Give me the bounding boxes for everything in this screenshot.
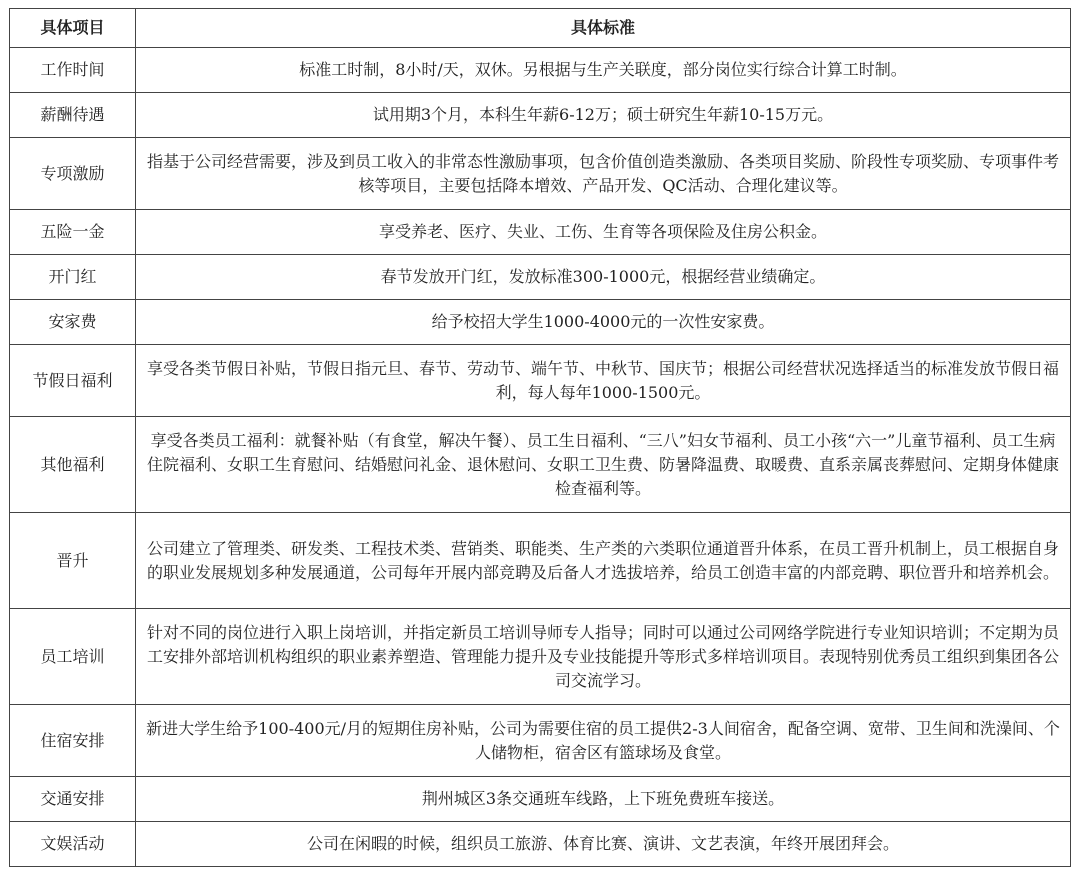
- item-cell: 交通安排: [10, 777, 136, 822]
- header-standard: 具体标准: [136, 9, 1071, 48]
- item-cell: 专项激励: [10, 138, 136, 210]
- standard-cell: 荆州城区3条交通班车线路，上下班免费班车接送。: [136, 777, 1071, 822]
- table-row: [10, 255, 1071, 300]
- table-row: [10, 300, 1071, 345]
- item-cell: 员工培训: [10, 609, 136, 705]
- table-row: [10, 417, 1071, 513]
- standard-cell: 享受养老、医疗、失业、工伤、生育等各项保险及住房公积金。: [136, 210, 1071, 255]
- item-cell: 节假日福利: [10, 345, 136, 417]
- standard-cell: 指基于公司经营需要，涉及到员工收入的非常态性激励事项，包含价值创造类激励、各类项目奖励、阶段性专项奖励、专项事件考核等项目，主要包括降本增效、产品开发、QC活动、合理化建议等。: [136, 138, 1071, 210]
- standard-cell: 公司在闲暇的时候，组织员工旅游、体育比赛、演讲、文艺表演，年终开展团拜会。: [136, 822, 1071, 867]
- table-row: [10, 138, 1071, 210]
- table-row: [10, 777, 1071, 822]
- item-cell: 其他福利: [10, 417, 136, 513]
- header-item: 具体项目: [10, 9, 136, 48]
- item-cell: 开门红: [10, 255, 136, 300]
- table-row: [10, 513, 1071, 609]
- header-row: [10, 9, 1071, 48]
- item-cell: 工作时间: [10, 48, 136, 93]
- table-row: [10, 609, 1071, 705]
- standard-cell: 享受各类员工福利：就餐补贴（有食堂，解决午餐）、员工生日福利、“三八”妇女节福利、员工小孩“六一”儿童节福利、员工生病住院福利、女职工生育慰问、结婚慰问礼金、退休慰问、女职工卫生费、防暑降温费、取暖费、直系亲属丧葬慰问、定期身体健康检查福利等。: [136, 417, 1071, 513]
- standard-cell: 新进大学生给予100-400元/月的短期住房补贴，公司为需要住宿的员工提供2-3人间宿舍，配备空调、宽带、卫生间和洗澡间、个人储物柜，宿舍区有篮球场及食堂。: [136, 705, 1071, 777]
- item-cell: 安家费: [10, 300, 136, 345]
- standard-cell: 试用期3个月，本科生年薪6-12万；硕士研究生年薪10-15万元。: [136, 93, 1071, 138]
- item-cell: 晋升: [10, 513, 136, 609]
- table-row: [10, 93, 1071, 138]
- standard-cell: 针对不同的岗位进行入职上岗培训，并指定新员工培训导师专人指导；同时可以通过公司网络学院进行专业知识培训；不定期为员工安排外部培训机构组织的职业素养塑造、管理能力提升及专业技能提升等形式多样培训项目。表现特别优秀员工组织到集团各公司交流学习。: [136, 609, 1071, 705]
- item-cell: 住宿安排: [10, 705, 136, 777]
- standard-cell: 公司建立了管理类、研发类、工程技术类、营销类、职能类、生产类的六类职位通道晋升体系，在员工晋升机制上，员工根据自身的职业发展规划多种发展通道，公司每年开展内部竞聘及后备人才选拔培养，给员工创造丰富的内部竞聘、职位晋升和培养机会。: [136, 513, 1071, 609]
- table-row: [10, 705, 1071, 777]
- item-cell: 薪酬待遇: [10, 93, 136, 138]
- standard-cell: 春节发放开门红，发放标准300-1000元，根据经营业绩确定。: [136, 255, 1071, 300]
- table-row: [10, 48, 1071, 93]
- table-row: [10, 822, 1071, 867]
- table-row: [10, 210, 1071, 255]
- standard-cell: 标准工时制，8小时/天，双休。另根据与生产关联度，部分岗位实行综合计算工时制。: [136, 48, 1071, 93]
- standard-cell: 享受各类节假日补贴，节假日指元旦、春节、劳动节、端午节、中秋节、国庆节；根据公司经营状况选择适当的标准发放节假日福利，每人每年1000-1500元。: [136, 345, 1071, 417]
- table-row: [10, 345, 1071, 417]
- item-cell: 文娱活动: [10, 822, 136, 867]
- benefits-table: [9, 8, 1071, 867]
- standard-cell: 给予校招大学生1000-4000元的一次性安家费。: [136, 300, 1071, 345]
- item-cell: 五险一金: [10, 210, 136, 255]
